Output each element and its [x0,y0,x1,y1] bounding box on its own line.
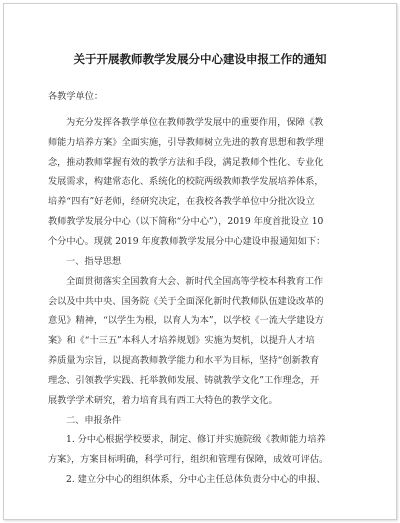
paragraph-line: 发展需求，构建常态化、系统化的校院两级教师教学发展培养体系， [48,176,324,187]
paragraph-line: 方案》，方案目标明确，科学可行，组织和管理有保障，成效可评估。 [48,454,329,465]
paragraph-line: 个分中心。现就 2019 年度教师教学发展分中心建设申报通知如下： [48,236,326,247]
paragraph-line: 会以及中共中央、国务院《关于全面深化新时代教师队伍建设改革的 [48,296,324,307]
salutation: 各教学单位： [48,91,104,102]
paragraph-line: 全面贯彻落实全国教育大会、新时代全国高等学校本科教育工作 [66,276,324,287]
paragraph-line: 养质量为宗旨，以提高教师教学能力和水平为目标，坚持“创新教育 [48,355,320,366]
paragraph-line: 教师教学发展分中心（以下简称“分中心”），2019 年度首批设立 10 [48,216,324,227]
paragraph-line: 1. 分中心根据学校要求，制定、修订并实施院级《教师能力培养 [66,434,326,445]
paragraph-line: 案》和《“十三五”本科人才培养规划》实施为契机，以提升人才培 [48,335,315,346]
paragraph-line: 意见》精神，“以学生为根，以育人为本”，以学校《一流大学建设方 [48,315,324,326]
paragraph-line: 2. 建立分中心的组织体系，分中心主任总体负责分中心的申报、 [66,474,326,485]
paragraph-line: 理念、引领教学实践、托举教师发展、铸就教学文化”工作理念，开 [48,375,320,386]
document-title: 关于开展教师教学发展分中心建设申报工作的通知 [73,52,327,66]
paragraph-line: 念，推动教师掌握有效的教学方法和手段，满足教师个性化、专业化 [48,157,324,168]
section-heading-application-conditions: 二、申报条件 [66,415,122,426]
paragraph-line: 培养“四有”好老师，经研究决定，在我校各教学单位中分批次设立 [48,196,315,207]
section-heading-guiding-ideology: 一、指导思想 [66,256,122,267]
paragraph-line: 展教学学术研究，着力培育具有西工大特色的教学文化。 [48,395,278,406]
paragraph-line: 为充分发挥各教学单位在教师教学发展中的重要作用，保障《教 [66,117,324,128]
paragraph-line: 师能力培养方案》全面实施，引导教师树立先进的教育思想和教学理 [48,137,324,148]
